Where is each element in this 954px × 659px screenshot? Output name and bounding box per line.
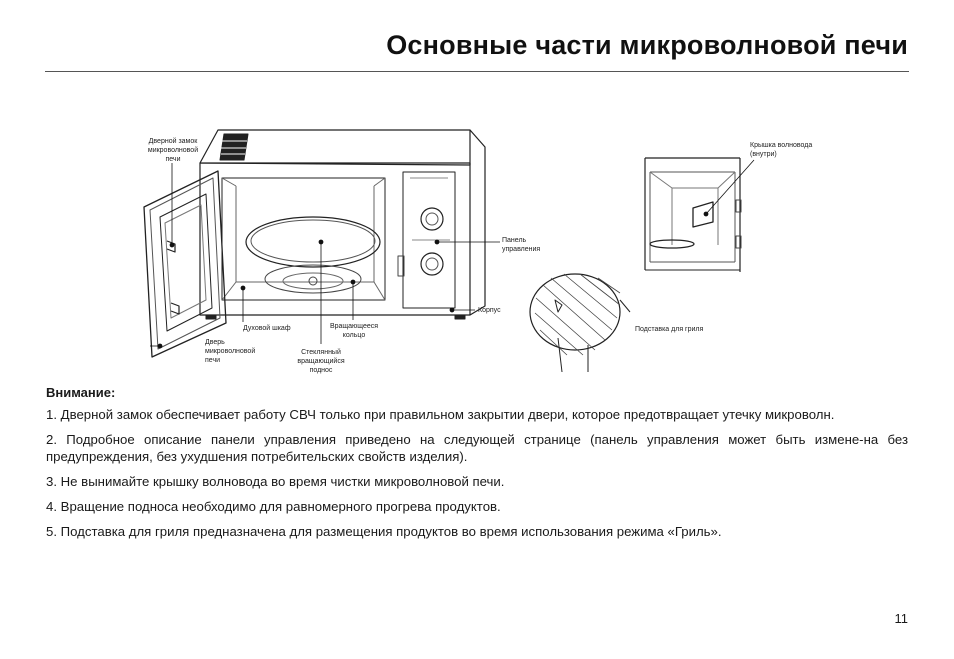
label-grill-rack: Подставка для гриля — [635, 326, 704, 333]
note-item: 1. Дверной замок обеспечивает работу СВЧ только при правильном закрытии двери, которое предотвращает утечку микроволн. — [46, 407, 835, 422]
top-vent — [220, 134, 248, 160]
note-item: 5. Подставка для гриля предназначена для размещения продуктов во время использования режима «Гриль». — [46, 524, 722, 539]
label-waveguide-cover: Крышка волновода (внутри) — [750, 142, 813, 158]
label-oven-cavity: Духовой шкаф — [243, 325, 291, 332]
leader-lines — [150, 160, 754, 348]
grill-rack-illustration — [530, 274, 630, 372]
control-panel — [398, 172, 455, 308]
door-illustration — [144, 171, 226, 357]
label-control-panel: Панель управления — [502, 237, 541, 253]
note-item: 2. Подробное описание панели управления приведено на следующей странице (панель управления может быть измене-на без предупреждения, без ухудшения потребительских свойств изделия). — [46, 432, 908, 464]
label-door-lock: Дверной замок микроволновой печи — [147, 138, 199, 163]
page-number: 11 — [894, 611, 908, 626]
label-door: Дверь микроволновой печи — [205, 339, 256, 364]
waveguide-illustration — [645, 158, 741, 272]
note-item: 4. Вращение подноса необходимо для равномерного прогрева продуктов. — [46, 499, 501, 514]
label-glass-tray: Стеклянный вращающийся поднос — [297, 349, 345, 374]
attention-heading: Внимание: — [46, 385, 116, 400]
label-rotating-ring: Вращающееся кольцо — [329, 323, 379, 339]
note-item: 3. Не вынимайте крышку волновода во время чистки микроволновой печи. — [46, 474, 505, 489]
notes-list — [46, 406, 908, 548]
label-body: Корпус — [478, 307, 501, 314]
page-title: Основные части микроволновой печи — [386, 30, 908, 60]
